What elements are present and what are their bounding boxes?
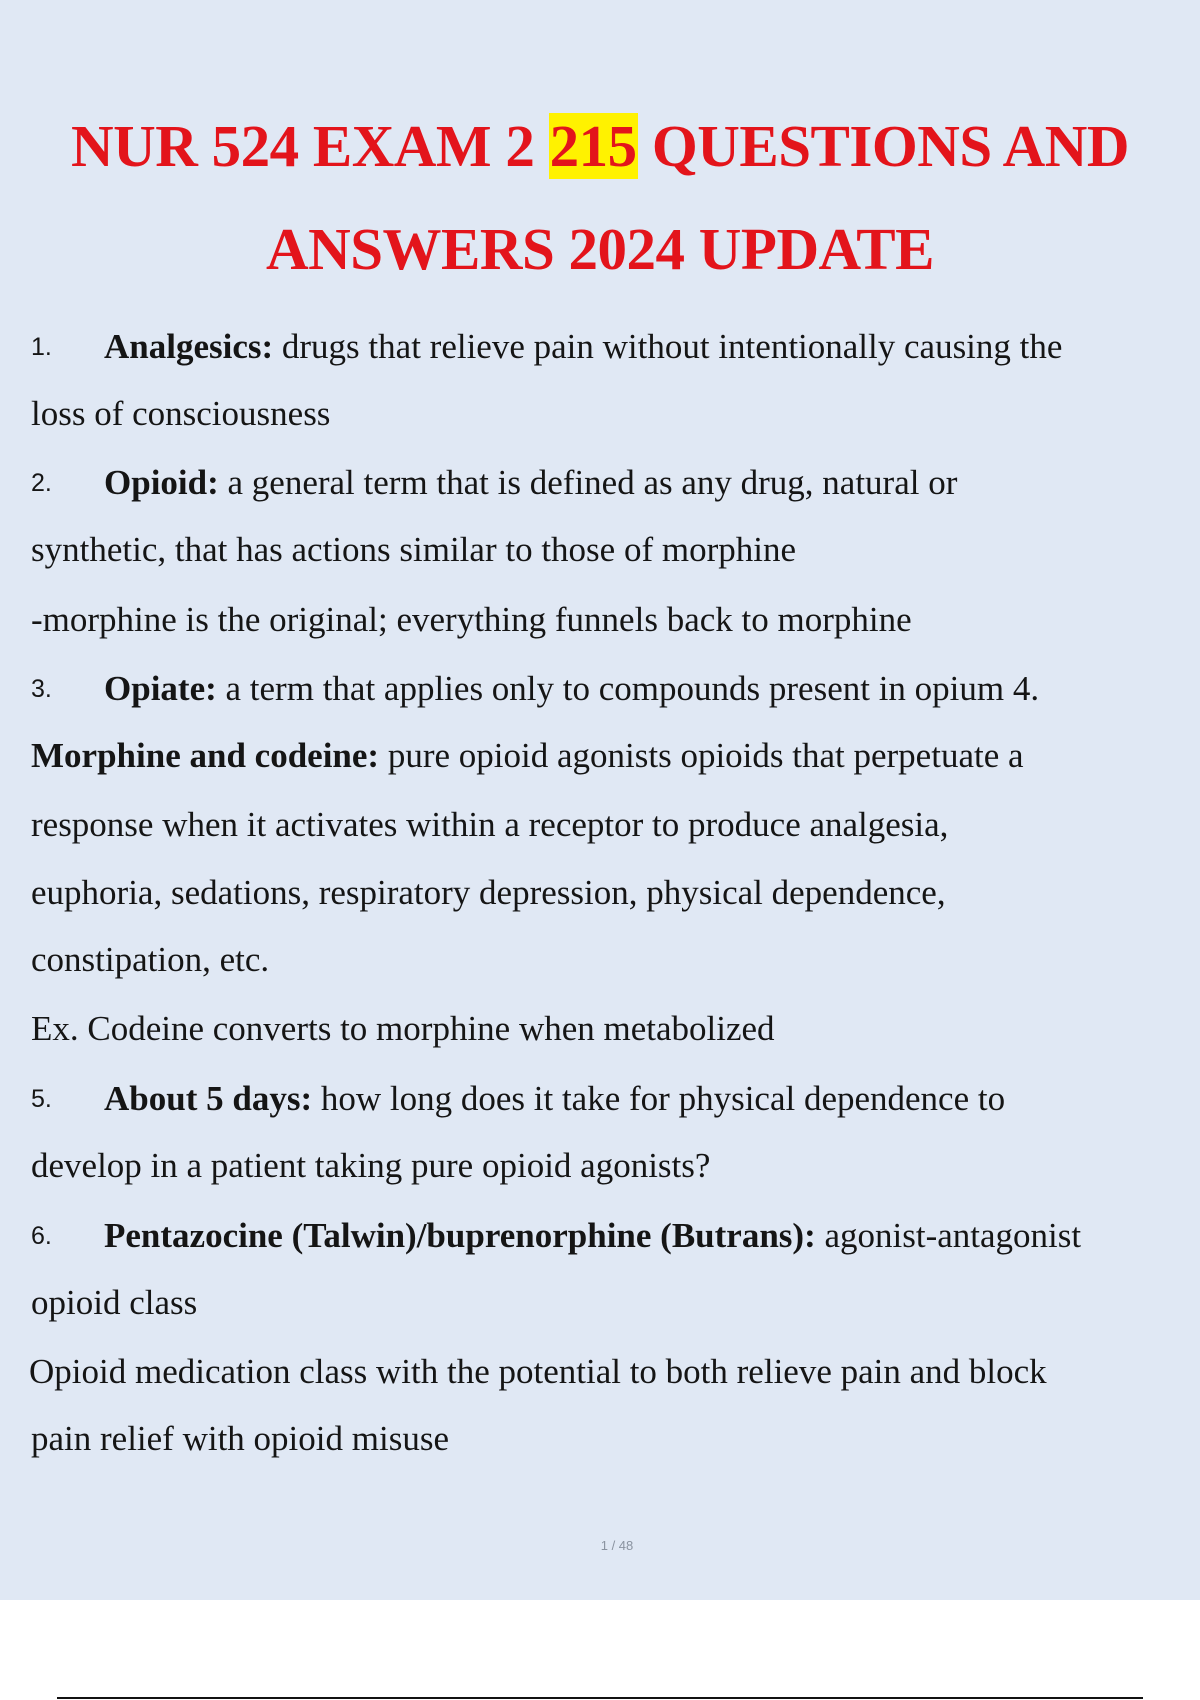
item-continuation: opioid class bbox=[31, 1283, 198, 1322]
list-item-5 bbox=[31, 1079, 1005, 1119]
item-text: pure opioid agonists opioids that perpetuate a bbox=[379, 736, 1024, 775]
item-text: agonist-antagonist bbox=[815, 1216, 1082, 1255]
divider-rule bbox=[57, 1697, 1143, 1699]
item-term: Morphine and codeine: bbox=[31, 736, 380, 775]
list-item-1 bbox=[31, 327, 1062, 367]
item-text: a term that applies only to compounds present in opium 4. bbox=[216, 669, 1040, 708]
item-number: 6. bbox=[31, 1222, 52, 1250]
item-term: Pentazocine (Talwin)/buprenorphine (Butrans): bbox=[104, 1216, 816, 1255]
document-title-line-2: ANSWERS 2024 UPDATE bbox=[266, 216, 934, 282]
list-item-4 bbox=[31, 736, 1024, 776]
item-number: 5. bbox=[31, 1085, 52, 1113]
title-prefix: NUR 524 EXAM 2 bbox=[71, 113, 549, 179]
item-term: Analgesics: bbox=[104, 327, 274, 366]
item-note: pain relief with opioid misuse bbox=[31, 1419, 449, 1458]
item-continuation: synthetic, that has actions similar to those of morphine bbox=[31, 530, 796, 569]
title-highlight: 215 bbox=[549, 113, 637, 179]
item-text: drugs that relieve pain without intentionally causing the bbox=[273, 327, 1063, 366]
item-note: Opioid medication class with the potential to both relieve pain and block bbox=[29, 1352, 1047, 1391]
item-note: Ex. Codeine converts to morphine when metabolized bbox=[31, 1009, 775, 1048]
item-number: 2. bbox=[31, 469, 52, 497]
item-term: Opiate: bbox=[104, 669, 217, 708]
item-number: 3. bbox=[31, 675, 52, 703]
item-note: -morphine is the original; everything funnels back to morphine bbox=[31, 600, 912, 639]
item-term: Opioid: bbox=[104, 463, 219, 502]
item-continuation: develop in a patient taking pure opioid agonists? bbox=[31, 1146, 711, 1185]
document-title-line-1 bbox=[0, 112, 1200, 181]
list-item-2 bbox=[31, 463, 957, 503]
title-suffix: QUESTIONS AND bbox=[637, 113, 1129, 179]
list-item-3 bbox=[31, 669, 1039, 709]
item-number: 1. bbox=[31, 333, 52, 361]
item-text: a general term that is defined as any drug, natural or bbox=[218, 463, 958, 502]
item-term: About 5 days: bbox=[104, 1079, 313, 1118]
page-indicator: 1 / 48 bbox=[600, 1538, 634, 1553]
item-continuation: response when it activates within a receptor to produce analgesia, bbox=[31, 805, 949, 844]
list-item-6 bbox=[31, 1216, 1081, 1256]
item-continuation: euphoria, sedations, respiratory depression, physical dependence, bbox=[31, 873, 946, 912]
item-text: how long does it take for physical dependence to bbox=[312, 1079, 1006, 1118]
item-continuation: constipation, etc. bbox=[31, 940, 270, 979]
item-continuation: loss of consciousness bbox=[31, 394, 331, 433]
